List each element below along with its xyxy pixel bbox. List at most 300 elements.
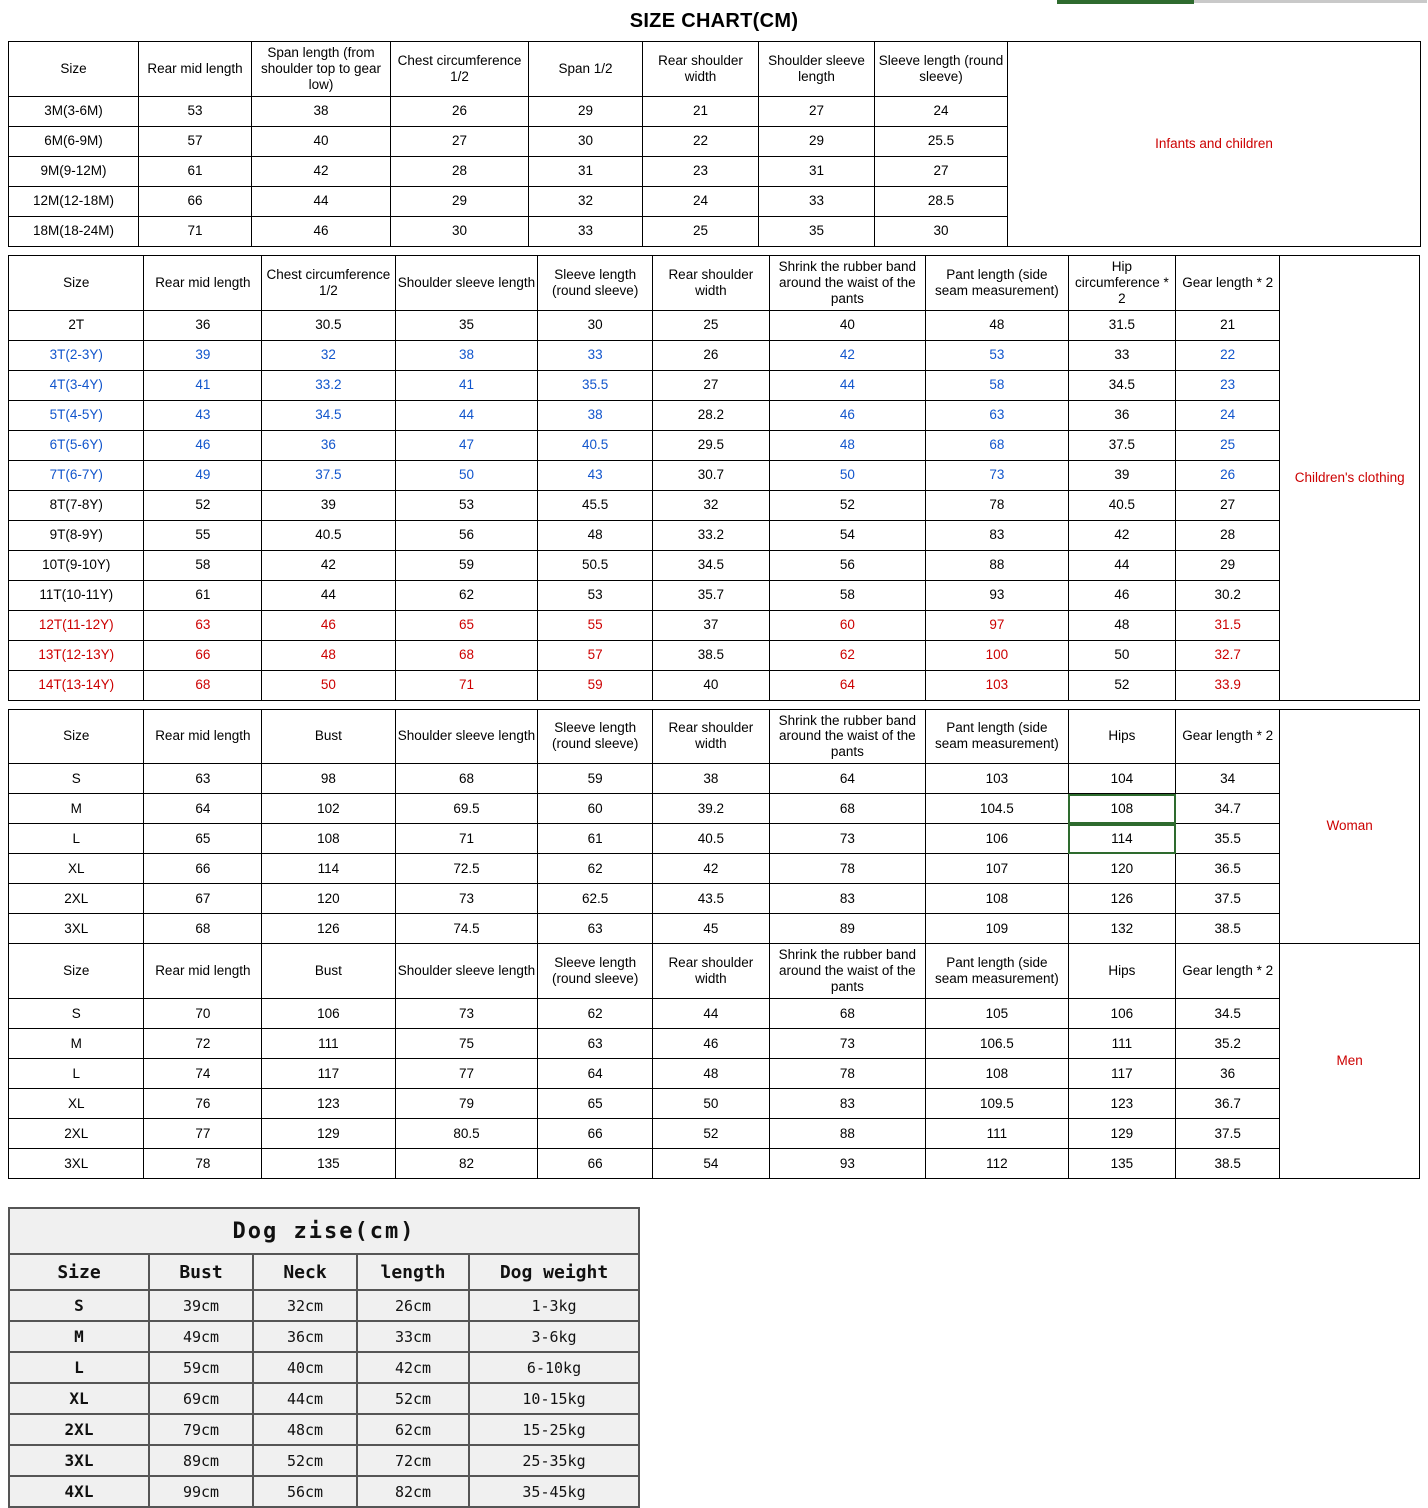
cell-value: 88: [926, 550, 1069, 580]
cell-value: 63: [144, 764, 262, 794]
cell-value: 27: [391, 126, 529, 156]
cell-value: 66: [144, 854, 262, 884]
cell-value: 24: [1176, 400, 1280, 430]
cell-value: 35.5: [1176, 824, 1280, 854]
cell-size: L: [9, 1059, 144, 1089]
cell-value: 35.7: [652, 580, 769, 610]
table-header-row: [9, 944, 1420, 999]
cell-value: 103: [926, 670, 1069, 700]
cell-value: 29: [759, 126, 875, 156]
cell-value: 40.5: [538, 430, 653, 460]
cell-value: 78: [769, 854, 925, 884]
col-header-gear-length: Gear length * 2: [1176, 709, 1280, 764]
cell-value: 33: [529, 216, 643, 246]
cell-value: 27: [875, 156, 1008, 186]
cell-value: 65: [538, 1089, 653, 1119]
cell-value: 46: [769, 400, 925, 430]
cell-value: 53: [926, 340, 1069, 370]
cell-value: 82cm: [357, 1476, 469, 1507]
cell-value: 33: [759, 186, 875, 216]
col-header-rear-mid-length: Rear mid length: [144, 944, 262, 999]
cell-value: 35-45kg: [469, 1476, 639, 1507]
cell-value: 52: [652, 1119, 769, 1149]
cell-value: 71: [395, 824, 538, 854]
cell-value: 27: [1176, 490, 1280, 520]
col-header-hips: Hips: [1068, 944, 1175, 999]
cell-value: 88: [769, 1119, 925, 1149]
cell-size: 14T(13-14Y): [9, 670, 144, 700]
cell-value: 21: [643, 96, 759, 126]
cell-value: 58: [144, 550, 262, 580]
cell-value: 43: [538, 460, 653, 490]
cell-value: 55: [144, 520, 262, 550]
col-header-sleeve-length: Sleeve length (round sleeve): [875, 42, 1008, 97]
cell-value: 111: [1068, 1029, 1175, 1059]
cell-value: 102: [262, 794, 395, 824]
cell-value: 72.5: [395, 854, 538, 884]
cell-size: 4T(3-4Y): [9, 370, 144, 400]
col-header-bust: Bust: [262, 709, 395, 764]
cell-value: 63: [144, 610, 262, 640]
cell-value: 117: [262, 1059, 395, 1089]
cell-value: 129: [1068, 1119, 1175, 1149]
cell-value: 104.5: [926, 794, 1069, 824]
cell-size: 2XL: [9, 1119, 144, 1149]
cell-value: 52cm: [253, 1445, 357, 1476]
cell-value: 53: [395, 490, 538, 520]
cell-value: 80.5: [395, 1119, 538, 1149]
cell-value: 52cm: [357, 1383, 469, 1414]
cell-value: 53: [139, 96, 252, 126]
cell-size: 2XL: [9, 1414, 149, 1445]
cell-size: 13T(12-13Y): [9, 640, 144, 670]
cell-value: 30: [391, 216, 529, 246]
cell-value: 40.5: [652, 824, 769, 854]
cell-size: 7T(6-7Y): [9, 460, 144, 490]
cell-value: 78: [144, 1149, 262, 1179]
cell-value: 49cm: [149, 1321, 253, 1352]
cell-value: 55: [538, 610, 653, 640]
cell-value: 39: [262, 490, 395, 520]
cell-value: 36: [144, 310, 262, 340]
cell-value: 26: [391, 96, 529, 126]
table-row: [9, 490, 1420, 520]
table-row: [9, 764, 1420, 794]
cell-size: M: [9, 1029, 144, 1059]
cell-value: 56: [395, 520, 538, 550]
cell-value: 106.5: [926, 1029, 1069, 1059]
cell-value: 120: [262, 884, 395, 914]
cell-value: 104: [1068, 764, 1175, 794]
cell-value: 93: [769, 1149, 925, 1179]
cell-value: 39.2: [652, 794, 769, 824]
table-header-row: [9, 709, 1420, 764]
col-header-rear-shoulder-width: Rear shoulder width: [652, 709, 769, 764]
cell-value: 72: [144, 1029, 262, 1059]
table-row: [9, 640, 1420, 670]
cell-value: 26: [1176, 460, 1280, 490]
cell-size: 2XL: [9, 884, 144, 914]
cell-value: 46: [252, 216, 391, 246]
cell-value: 37.5: [1068, 430, 1175, 460]
cell-value: 99cm: [149, 1476, 253, 1507]
cell-value: 63: [926, 400, 1069, 430]
table-row: [9, 370, 1420, 400]
cell-value: 73: [926, 460, 1069, 490]
cell-value: 50: [1068, 640, 1175, 670]
cell-value: 28.5: [875, 186, 1008, 216]
cell-value: 30: [529, 126, 643, 156]
cell-value: 28.2: [652, 400, 769, 430]
cell-value: 75: [395, 1029, 538, 1059]
cell-value: 49: [144, 460, 262, 490]
table-row: [9, 610, 1420, 640]
cell-value: 48: [538, 520, 653, 550]
dog-table-title: Dog zise(cm): [9, 1208, 639, 1254]
cell-value: 43: [144, 400, 262, 430]
cell-value: 32: [262, 340, 395, 370]
col-header-sleeve-length: Sleeve length (round sleeve): [538, 709, 653, 764]
cell-value: 37.5: [262, 460, 395, 490]
cell-value: 40: [252, 126, 391, 156]
cell-value: 58: [769, 580, 925, 610]
cell-value: 33: [538, 340, 653, 370]
col-header-rear-mid-length: Rear mid length: [144, 255, 262, 310]
cell-size: 8T(7-8Y): [9, 490, 144, 520]
cell-value: 38: [252, 96, 391, 126]
col-header-length: length: [357, 1254, 469, 1290]
cell-value: 31.5: [1176, 610, 1280, 640]
cell-value: 135: [262, 1149, 395, 1179]
col-header-gear-length: Gear length * 2: [1176, 255, 1280, 310]
cell-value: 106: [262, 999, 395, 1029]
table-row: [9, 794, 1420, 824]
table-row: [9, 1383, 639, 1414]
cell-value: 34.5: [652, 550, 769, 580]
cell-size: 9T(8-9Y): [9, 520, 144, 550]
col-header-dog-weight: Dog weight: [469, 1254, 639, 1290]
table-row: [9, 340, 1420, 370]
cell-value: 108: [926, 1059, 1069, 1089]
cell-value: 77: [395, 1059, 538, 1089]
cell-value: 41: [144, 370, 262, 400]
cell-value: 47: [395, 430, 538, 460]
col-header-hips: Hips: [1068, 709, 1175, 764]
cell-value: 25: [1176, 430, 1280, 460]
cell-value: 38: [538, 400, 653, 430]
cell-value: 52: [1068, 670, 1175, 700]
cell-value: 68: [144, 670, 262, 700]
cell-size: S: [9, 764, 144, 794]
table-row: [9, 1089, 1420, 1119]
cell-value: 68: [769, 794, 925, 824]
cell-value: 108: [262, 824, 395, 854]
cell-value: 42: [769, 340, 925, 370]
cell-value: 25-35kg: [469, 1445, 639, 1476]
cell-value: 27: [759, 96, 875, 126]
table-dog-size: [8, 1207, 640, 1508]
col-header-size: Size: [9, 709, 144, 764]
cell-value: 70: [144, 999, 262, 1029]
table-row: [9, 520, 1420, 550]
cell-value: 29: [1176, 550, 1280, 580]
cell-value: 73: [769, 824, 925, 854]
cell-value: 44: [395, 400, 538, 430]
category-label-woman: Woman: [1280, 709, 1420, 944]
cell-value: 59cm: [149, 1352, 253, 1383]
cell-value: 48: [769, 430, 925, 460]
table-header-row: [9, 255, 1420, 310]
cell-value: 53: [538, 580, 653, 610]
cell-value: 44: [1068, 550, 1175, 580]
cell-value: 34.7: [1176, 794, 1280, 824]
cell-value: 33.2: [262, 370, 395, 400]
cell-value: 59: [395, 550, 538, 580]
cell-value: 38.5: [652, 640, 769, 670]
table-row: [9, 1321, 639, 1352]
col-header-shoulder-sleeve-length: Shoulder sleeve length: [395, 709, 538, 764]
cell-size: 11T(10-11Y): [9, 580, 144, 610]
cell-value: 54: [769, 520, 925, 550]
cell-value: 62: [538, 999, 653, 1029]
cell-value: 33: [1068, 340, 1175, 370]
page-title: SIZE CHART(CM): [629, 10, 799, 32]
table-row: [9, 580, 1420, 610]
cell-value: 68: [395, 764, 538, 794]
col-header-hip-circumference: Hip circumference * 2: [1068, 255, 1175, 310]
cell-size: 6T(5-6Y): [9, 430, 144, 460]
cell-value: 38.5: [1176, 914, 1280, 944]
cell-value: 36.5: [1176, 854, 1280, 884]
cell-value: 29: [391, 186, 529, 216]
col-header-pant-length: Pant length (side seam measurement): [926, 255, 1069, 310]
cell-size: S: [9, 1290, 149, 1321]
cell-value: 63: [538, 914, 653, 944]
col-header-sleeve-length: Sleeve length (round sleeve): [538, 944, 653, 999]
cell-value: 61: [144, 580, 262, 610]
cell-value: 73: [769, 1029, 925, 1059]
cell-value: 66: [144, 640, 262, 670]
table-row: [9, 1290, 639, 1321]
cell-value: 89cm: [149, 1445, 253, 1476]
cell-value: 44: [769, 370, 925, 400]
table-row: [9, 1445, 639, 1476]
top-bar-green-segment: [1057, 0, 1194, 4]
cell-value: 26: [652, 340, 769, 370]
cell-value: 30: [875, 216, 1008, 246]
cell-value: 66: [538, 1119, 653, 1149]
cell-value: 38: [395, 340, 538, 370]
cell-value: 64: [144, 794, 262, 824]
cell-value: 56: [769, 550, 925, 580]
cell-value: 10-15kg: [469, 1383, 639, 1414]
cell-value: 24: [875, 96, 1008, 126]
col-header-sleeve-length: Sleeve length (round sleeve): [538, 255, 653, 310]
cell-value: 66: [139, 186, 252, 216]
cell-value: 54: [652, 1149, 769, 1179]
cell-value: 68: [926, 430, 1069, 460]
table-row: [9, 914, 1420, 944]
table-row: [9, 1029, 1420, 1059]
table-row: [9, 670, 1420, 700]
category-label-men: Men: [1280, 944, 1420, 1179]
col-header-size: Size: [9, 255, 144, 310]
cell-value: 45: [652, 914, 769, 944]
cell-value: 111: [926, 1119, 1069, 1149]
cell-value: 33cm: [357, 1321, 469, 1352]
cell-value: 106: [1068, 999, 1175, 1029]
cell-value: 126: [262, 914, 395, 944]
cell-value: 67: [144, 884, 262, 914]
cell-value: 111: [262, 1029, 395, 1059]
col-header-chest-circumference: Chest circumference 1/2: [262, 255, 395, 310]
table-row: [9, 430, 1420, 460]
cell-value: 56cm: [253, 1476, 357, 1507]
table-row: [9, 310, 1420, 340]
cell-value: 107: [926, 854, 1069, 884]
cell-value: 48: [1068, 610, 1175, 640]
cell-value: 76: [144, 1089, 262, 1119]
col-header-waist-rubber-band: Shrink the rubber band around the waist of the pants: [769, 255, 925, 310]
cell-value: 40.5: [1068, 490, 1175, 520]
top-bar-grey-segment: [1194, 0, 1427, 3]
cell-size: L: [9, 1352, 149, 1383]
cell-size: 6M(6-9M): [9, 126, 139, 156]
col-header-rear-mid-length: Rear mid length: [144, 709, 262, 764]
cell-value-highlighted: 114: [1068, 824, 1175, 854]
table-infants-and-children: [8, 41, 1421, 247]
cell-value: 29.5: [652, 430, 769, 460]
cell-value: 38: [652, 764, 769, 794]
cell-value: 135: [1068, 1149, 1175, 1179]
cell-value: 58: [926, 370, 1069, 400]
cell-value: 32: [652, 490, 769, 520]
table-childrens-clothing: [8, 255, 1420, 701]
cell-size: 2T: [9, 310, 144, 340]
col-header-shoulder-sleeve-length: Shoulder sleeve length: [395, 255, 538, 310]
cell-value: 108: [926, 884, 1069, 914]
cell-value: 6-10kg: [469, 1352, 639, 1383]
cell-value: 50: [769, 460, 925, 490]
cell-value: 112: [926, 1149, 1069, 1179]
cell-size: 5T(4-5Y): [9, 400, 144, 430]
cell-value: 62.5: [538, 884, 653, 914]
table-row: [9, 460, 1420, 490]
cell-size: 4XL: [9, 1476, 149, 1507]
cell-value: 109: [926, 914, 1069, 944]
cell-value: 93: [926, 580, 1069, 610]
table-row: [9, 854, 1420, 884]
cell-value: 79: [395, 1089, 538, 1119]
cell-value: 42cm: [357, 1352, 469, 1383]
top-progress-bar: [1057, 0, 1427, 5]
cell-value: 33.2: [652, 520, 769, 550]
table-row: [9, 1119, 1420, 1149]
cell-value: 65: [395, 610, 538, 640]
table-row: [9, 1352, 639, 1383]
cell-value: 68: [769, 999, 925, 1029]
cell-value: 32: [529, 186, 643, 216]
cell-value: 65: [144, 824, 262, 854]
cell-value: 22: [1176, 340, 1280, 370]
cell-value: 25: [643, 216, 759, 246]
cell-value: 44: [252, 186, 391, 216]
table-row: [9, 824, 1420, 854]
cell-value: 97: [926, 610, 1069, 640]
cell-value: 63: [538, 1029, 653, 1059]
cell-value: 83: [926, 520, 1069, 550]
category-label-infants: Infants and children: [1008, 42, 1421, 247]
dog-size-section: [8, 1207, 638, 1508]
cell-value: 30.5: [262, 310, 395, 340]
cell-value: 36: [1176, 1059, 1280, 1089]
cell-value: 78: [926, 490, 1069, 520]
cell-value: 74.5: [395, 914, 538, 944]
cell-value: 89: [769, 914, 925, 944]
cell-value: 71: [139, 216, 252, 246]
cell-value: 30.2: [1176, 580, 1280, 610]
cell-size: M: [9, 794, 144, 824]
cell-value: 45.5: [538, 490, 653, 520]
cell-size: 12M(12-18M): [9, 186, 139, 216]
cell-value: 50: [652, 1089, 769, 1119]
table-row: [9, 1414, 639, 1445]
cell-value: 62: [769, 640, 925, 670]
cell-size: 3M(3-6M): [9, 96, 139, 126]
cell-value-highlighted: 108: [1068, 794, 1175, 824]
cell-value: 50.5: [538, 550, 653, 580]
cell-value: 44: [262, 580, 395, 610]
cell-value: 64: [769, 670, 925, 700]
table-row: [9, 1476, 639, 1507]
cell-value: 37.5: [1176, 884, 1280, 914]
cell-value: 46: [1068, 580, 1175, 610]
table-row: [9, 1059, 1420, 1089]
cell-value: 50: [395, 460, 538, 490]
cell-value: 42: [262, 550, 395, 580]
col-header-waist-rubber-band: Shrink the rubber band around the waist of the pants: [769, 944, 925, 999]
table-row: [9, 884, 1420, 914]
col-header-size: Size: [9, 944, 144, 999]
col-header-rear-shoulder-width: Rear shoulder width: [652, 255, 769, 310]
cell-value: 106: [926, 824, 1069, 854]
cell-value: 98: [262, 764, 395, 794]
cell-size: 18M(18-24M): [9, 216, 139, 246]
cell-value: 30: [538, 310, 653, 340]
cell-value: 1-3kg: [469, 1290, 639, 1321]
col-header-bust: Bust: [149, 1254, 253, 1290]
cell-value: 31: [529, 156, 643, 186]
col-header-size: Size: [9, 1254, 149, 1290]
cell-value: 73: [395, 884, 538, 914]
col-header-waist-rubber-band: Shrink the rubber band around the waist of the pants: [769, 709, 925, 764]
table-woman-men: [8, 709, 1420, 1180]
cell-value: 41: [395, 370, 538, 400]
cell-size: M: [9, 1321, 149, 1352]
cell-value: 48cm: [253, 1414, 357, 1445]
cell-size: 3XL: [9, 1445, 149, 1476]
cell-value: 28: [391, 156, 529, 186]
cell-value: 33.9: [1176, 670, 1280, 700]
cell-value: 40.5: [262, 520, 395, 550]
cell-value: 64: [769, 764, 925, 794]
cell-value: 32cm: [253, 1290, 357, 1321]
cell-value: 15-25kg: [469, 1414, 639, 1445]
cell-value: 34.5: [1068, 370, 1175, 400]
col-header-chest-circumference: Chest circumference 1/2: [391, 42, 529, 97]
cell-value: 123: [262, 1089, 395, 1119]
cell-value: 40: [769, 310, 925, 340]
